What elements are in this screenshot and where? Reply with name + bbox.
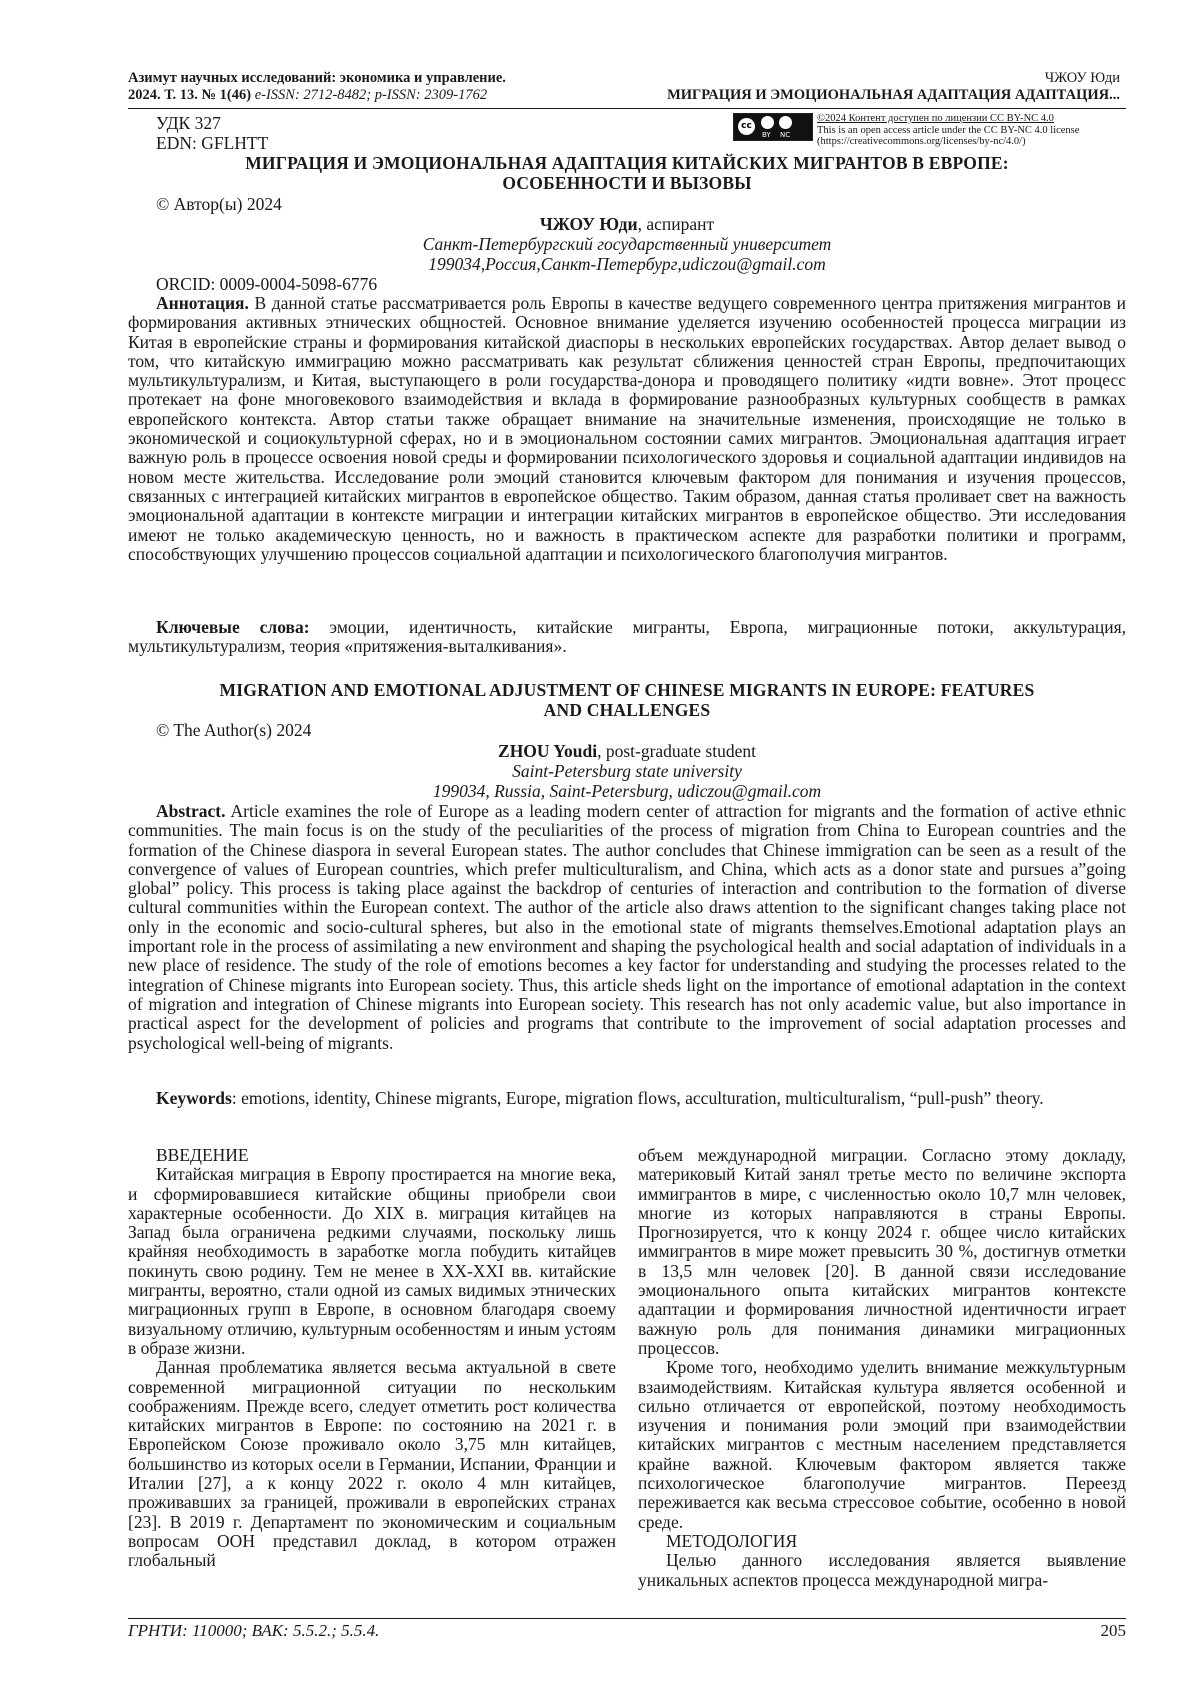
abstract-en-label: Abstract.: [156, 801, 226, 821]
copyright-ru: © Автор(ы) 2024: [156, 194, 282, 214]
title-en-line2: AND CHALLENGES: [543, 700, 711, 720]
affiliation-en: Saint-Petersburg state university: [512, 761, 742, 781]
keywords-ru: [128, 618, 1126, 657]
journal-issn: e-ISSN: 2712-8482; p-ISSN: 2309-1762: [251, 87, 488, 103]
header-rule: [128, 108, 1126, 109]
keywords-en-label: Keywords: [156, 1088, 232, 1108]
author-line-ru: [128, 214, 1126, 234]
license-text: [817, 113, 1127, 148]
title-en-line1: MIGRATION AND EMOTIONAL ADJUSTMENT OF CHINESE MIGRANTS IN EUROPE: FEATURES: [219, 680, 1035, 700]
keywords-ru-label: Ключевые слова:: [156, 617, 310, 637]
classification-codes: ГРНТИ: 110000; ВАК: 5.5.2.; 5.5.4.: [128, 1621, 380, 1640]
page-footer: [128, 1621, 1126, 1641]
article-title-ru: [128, 153, 1126, 193]
udk-code: УДК 327: [156, 113, 221, 133]
author-line-en: [128, 741, 1126, 761]
running-title: МИГРАЦИЯ И ЭМОЦИОНАЛЬНАЯ АДАПТАЦИЯ АДАПТАЦИЯ...: [667, 87, 1120, 103]
abstract-ru-text: В данной статье рассматривается роль Европы в качестве ведущего современного центра притяжения мигрантов и формирования активных этнических общностей. Основное внимание уделяется изучению особенностей процесса миграции из Китая в европейские страны и формирования китайской диаспоры в нескольких европейских государствах. Автор делает вывод о том, что китайскую иммиграцию можно рассматривать как результат сближения ценностей стран Европы, предпочитающих мультикультурализм, и Китая, выступающего в роли государства-донора и проводящего политику «идти вовне». Этот процесс протекает на фоне многовекового взаимодействия и вклада в формирование разнообразных культурных сообществ в рамках европейского контекста. Автор статьи также обращает внимание на значительные изменения, происходящие не только в экономической и социокультурной сферах, но и в эмоциональном состоянии самих мигрантов. Эмоциональная адаптация играет важную роль в процессе освоения новой среды и формировании психологического здоровья и социальной адаптации индивидов на новом месте жительства. Исследование роли эмоций становится ключевым фактором для понимания и изучения процессов, связанных с интеграцией китайских мигрантов в европейское общество. Таким образом, данная статья проливает свет на важность эмоциональной адаптации в контексте миграции и интеграции китайских мигрантов в европейское общество. Эти исследования имеют не только академическую ценность, но и важность в практическом аспекте для разработки политики и программ, способствующих улучшению процессов социальной адаптации и психологического благополучия мигрантов.: [128, 293, 1126, 564]
body-left-column: [128, 1146, 616, 1571]
keywords-en-text: : emotions, identity, Chinese migrants, Europe, migration flows, acculturation, multiculturalism, “pull-push” theory.: [231, 1088, 1044, 1108]
keywords-ru-text: эмоции, идентичность, китайские мигранты, Европа, миграционные потоки, аккультурация, мультикультурализм, теория «притяжения-выталкивания».: [128, 617, 1126, 657]
page-number: 205: [1100, 1621, 1126, 1640]
badge-by-label: BY: [762, 131, 771, 139]
cc-by-nc-badge-icon: [733, 113, 813, 141]
address-en: 199034, Russia, Saint-Petersburg, udiczou@gmail.com: [432, 781, 822, 801]
license-line-ru: ©2024 Контент доступен по лицензии CC BY-NC 4.0: [817, 113, 1054, 124]
copyright-en: © The Author(s) 2024: [156, 720, 312, 740]
body-paragraph: Целью данного исследования является выявление уникальных аспектов процесса международной мигра-: [638, 1550, 1126, 1590]
badge-nc-label: NC: [780, 131, 791, 139]
body-right-column: [638, 1146, 1126, 1590]
affiliation-ru: Санкт-Петербургский государственный университет: [422, 234, 832, 254]
author-role-ru: , аспирант: [637, 214, 715, 234]
noncommercial-icon: [779, 116, 792, 129]
journal-volume: 2024. Т. 13. № 1(46): [128, 87, 252, 103]
abstract-en: [128, 802, 1126, 1053]
footer-rule: [128, 1618, 1126, 1619]
license-url[interactable]: (https://creativecommons.org/licenses/by-nc/4.0/): [817, 136, 1026, 147]
author-name-ru: ЧЖОУ Юди: [539, 214, 638, 234]
license-line-en: This is an open access article under the CC BY-NC 4.0 license: [817, 124, 1080, 136]
intro-heading: ВВЕДЕНИЕ: [156, 1145, 249, 1165]
keywords-en: [128, 1089, 1126, 1108]
abstract-en-text: Article examines the role of Europe as a leading modern center of attraction for migrants and the formation of active ethnic communities. The main focus is on the study of the peculiarities of the process of migration from China to European countries and the formation of the Chinese diaspora in several European states. The author concludes that Chinese immigration can be seen as a result of the convergence of values of European countries, which prefer multiculturalism, and China, which acts as a donor state and pursues a”going global” policy. This process is taking place against the backdrop of centuries of interaction and contribution to the formation of diverse cultural communities within the European context. The author of the article also draws attention to the significant changes taking place not only in the economic and socio-cultural spheres, but also in the emotional state of migrants themselves.Emotional adaptation plays an important role in the process of assimilating a new environment and shaping the psychological health and social adaptation of individuals in a new place of residence. The study of the role of emotions becomes a key factor for understanding and studying the processes related to the integration of Chinese migrants into European society. Thus, this article sheds light on the importance of emotional adaptation in the context of migration and integration of Chinese migrants into European society. This research has not only academic value, but also importance in practical aspect for the development of policies and programs that contribute to the improvement of social adaptation processes and psychological well-being of migrants.: [128, 801, 1126, 1053]
title-ru-line1: МИГРАЦИЯ И ЭМОЦИОНАЛЬНАЯ АДАПТАЦИЯ КИТАЙСКИХ МИГРАНТОВ В ЕВРОПЕ:: [245, 153, 1009, 173]
running-header: [560, 70, 1120, 104]
body-paragraph: Данная проблематика является весьма актуальной в свете современной миграционной ситуации по нескольким соображениям. Прежде всего, следует отметить рост количества китайских мигрантов в Европе: по состоянию на 2021 г. в Европейском Союзе проживало около 3,75 млн китайцев, большинство из которых осели в Германии, Испании, Франции и Италии [27], а к концу 2022 г. около 4 млн китайцев, проживавших за границей, проживали в европейских странах [23]. В 2019 г. Департамент по экономическим и социальным вопросам ООН представил доклад, в котором отражен глобальный: [128, 1357, 616, 1571]
body-paragraph: объем международной миграции. Согласно этому докладу, материковый Китай занял третье место по величине экспорта иммигрантов в мире, с численностью около 10,7 млн человек, многие из которых направляются в страны Европы. Прогнозируется, что к концу 2024 г. общее число китайских иммигрантов в мире может превысить 30 %, достигнув отметки в 13,5 млн человек [20]. В данной связи исследование эмоционального опыта китайских мигрантов контексте адаптации и формирования личностной идентичности играет важную роль для понимания динамики миграционных процессов.: [638, 1145, 1126, 1358]
body-paragraph: Китайская миграция в Европу простирается на многие века, и сформировавшиеся китайские общины приобрели свои характерные особенности. До XIX в. миграция китайцев на Запад была ограничена редкими случаями, поскольку лишь крайняя необходимость в заработке могла побудить китайцев покинуть свою родину. Тем не менее в XX-XXI вв. китайские мигранты, вероятно, стали одной из самых видимых этнических миграционных групп в Европе, в основном благодаря своему визуальному отличию, культурным особенностям и иным устоям в образе жизни.: [128, 1164, 616, 1358]
edn-code: EDN: GFLHTT: [156, 133, 269, 153]
person-icon: [761, 116, 774, 129]
license-block: [733, 113, 1133, 148]
author-role-en: , post-graduate student: [597, 741, 756, 761]
article-title-en: [128, 680, 1126, 720]
cc-logo-icon: cc: [738, 118, 755, 135]
body-paragraph: Кроме того, необходимо уделить внимание межкультурным взаимодействиям. Китайская культура является особенной и сильно отличается от европейской, поэтому необходимость изучения и понимания роли эмоций при взаимодействии китайских мигрантов с местным населением представляется крайне важной. Ключевым фактором является также психологическое благополучие мигрантов. Переезд переживается как весьма стрессовое событие, особенно в новой среде.: [638, 1357, 1126, 1532]
journal-name: Азимут научных исследований: экономика и управление.: [128, 70, 506, 86]
abstract-ru-label: Аннотация.: [156, 293, 249, 313]
address-ru: 199034,Россия,Санкт-Петербург,udiczou@gmail.com: [428, 254, 826, 274]
orcid: ORCID: 0009-0004-5098-6776: [156, 274, 378, 294]
method-heading: МЕТОДОЛОГИЯ: [666, 1530, 798, 1551]
author-name-en: ZHOU Youdi: [498, 741, 598, 761]
abstract-ru: [128, 294, 1126, 564]
title-ru-line2: ОСОБЕННОСТИ И ВЫЗОВЫ: [502, 173, 752, 193]
running-author: ЧЖОУ Юди: [1044, 70, 1120, 86]
